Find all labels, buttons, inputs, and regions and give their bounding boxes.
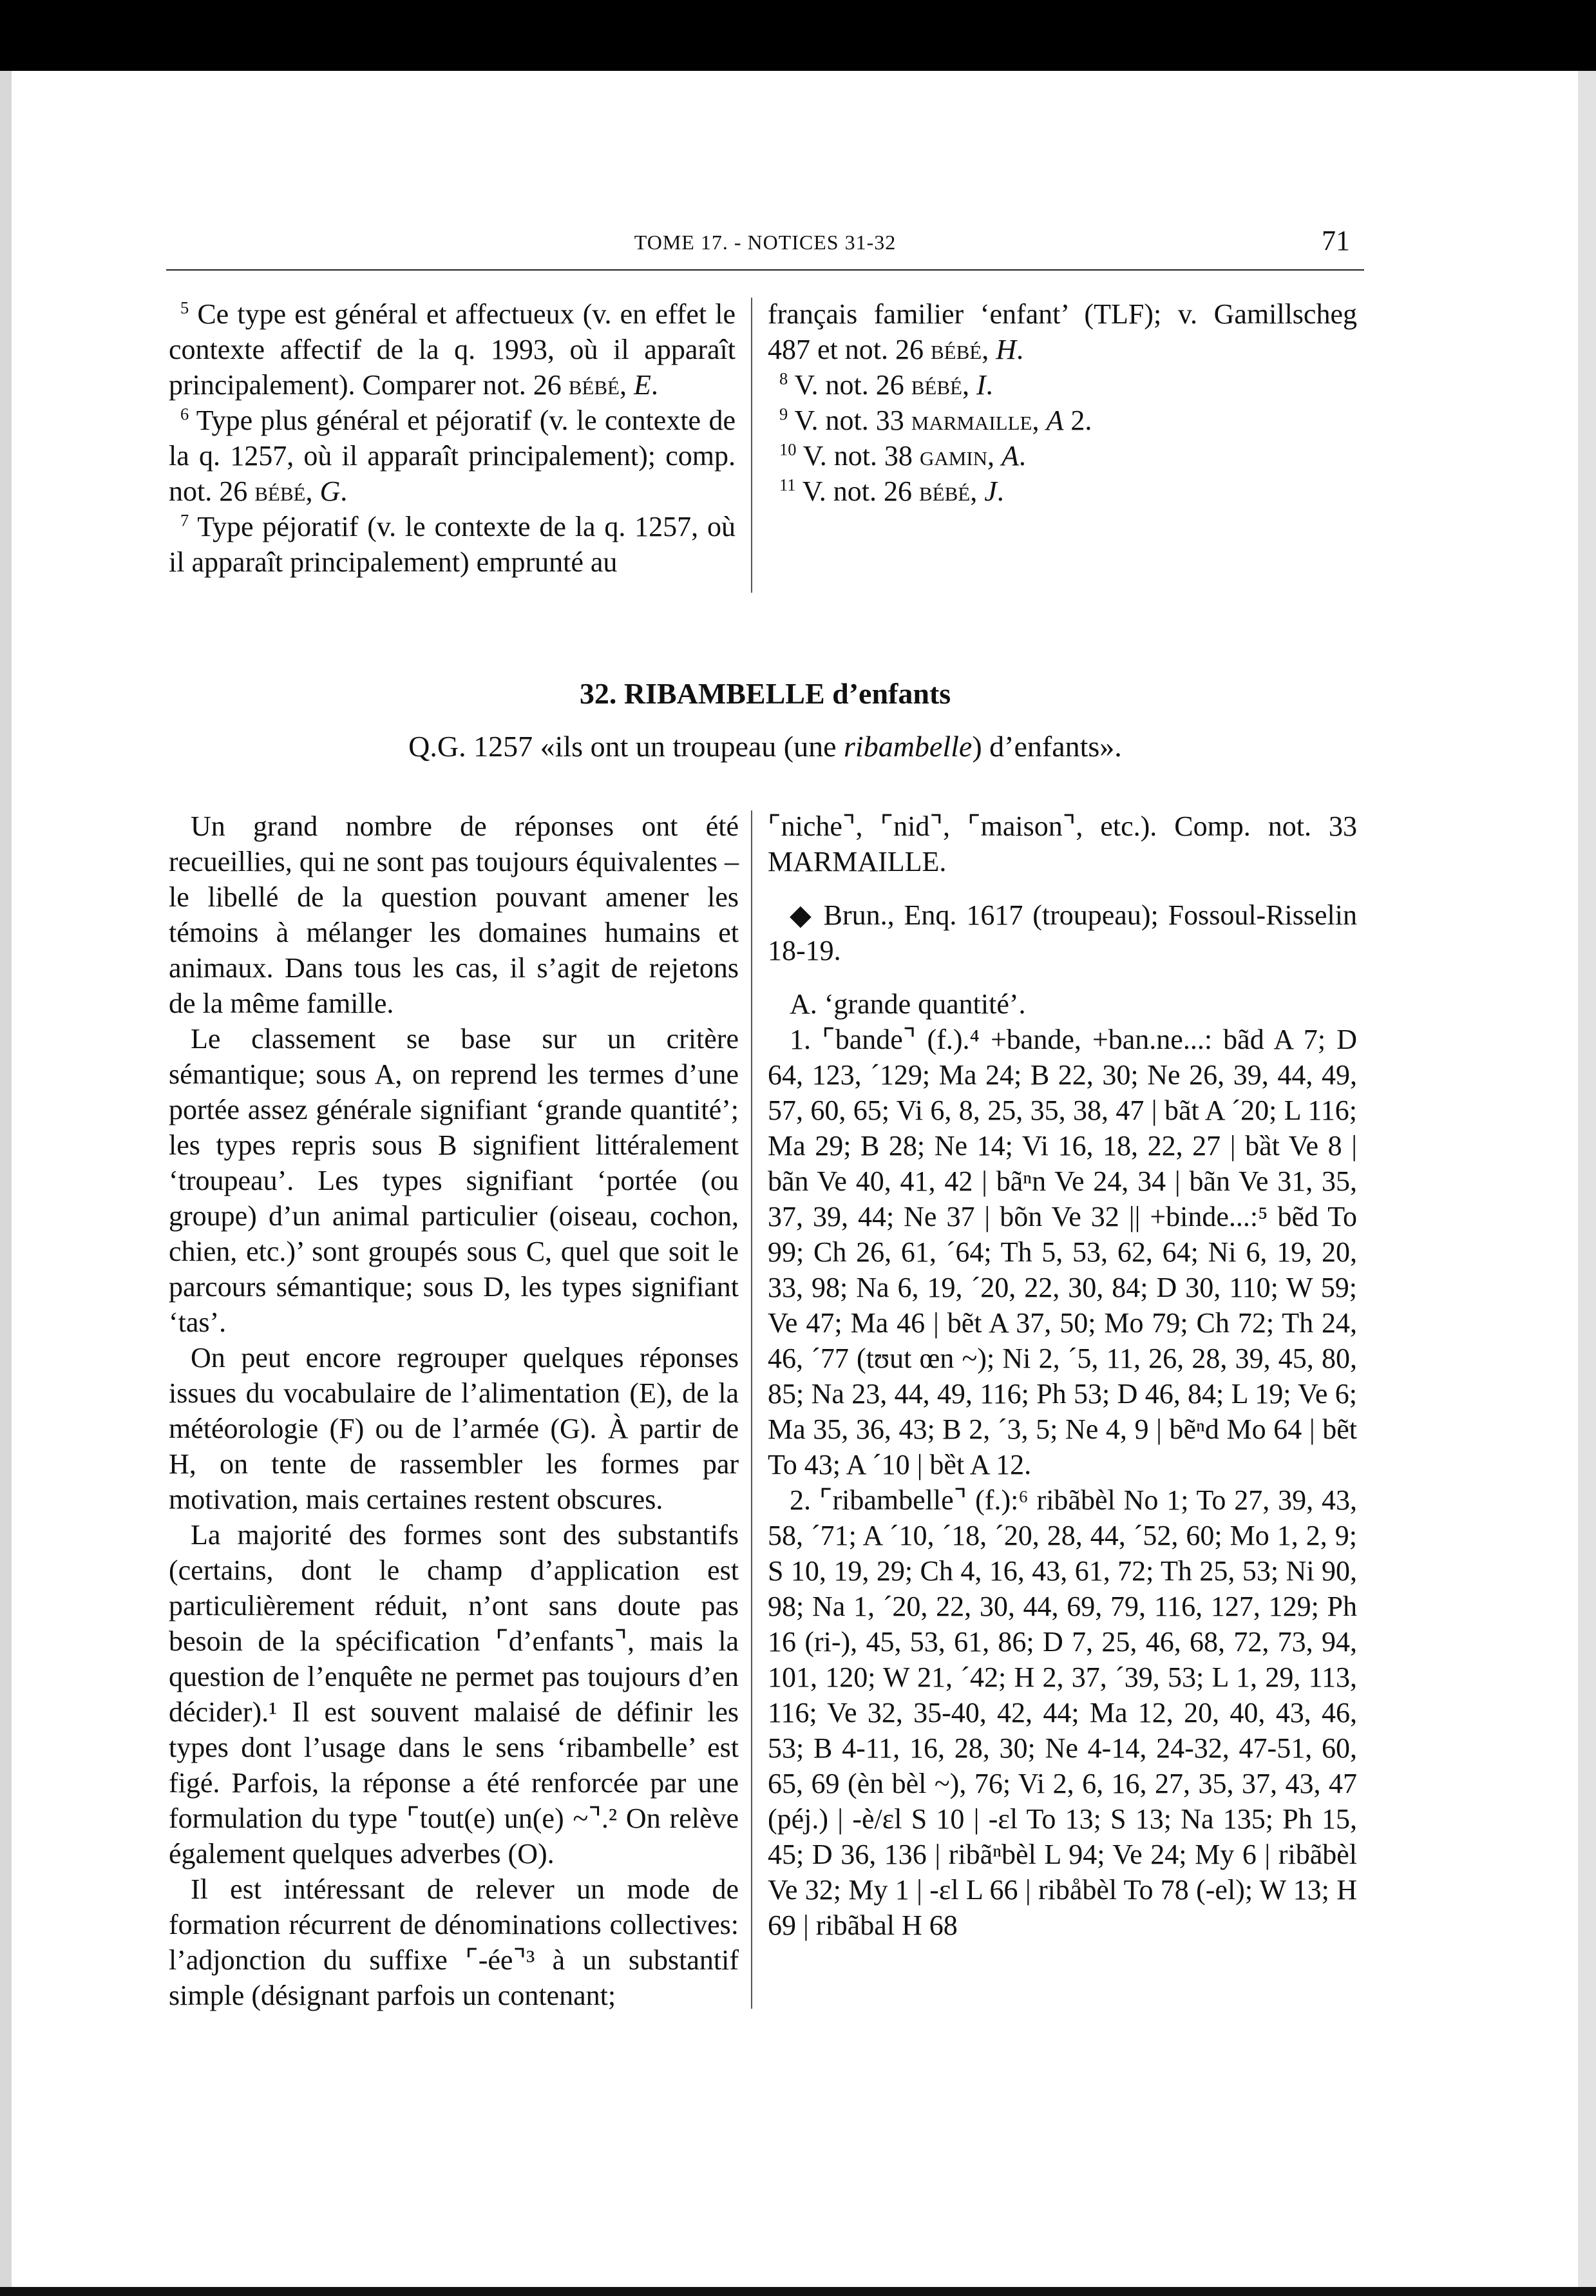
scan-top-border <box>0 0 1596 71</box>
footnote: $^6$ Type plus général et péjoratif (v. le contexte de la q. 1257, où il apparaît principalement); comp. not. 26 bébé, G. <box>169 404 736 507</box>
footnotes-right <box>768 296 1357 509</box>
paragraph: Un grand nombre de réponses ont été recueillies, qui ne sont pas toujours équivalentes – le libellé de la question pouvant amener les témoins à mélanger les domaines humains et animaux. Dans tous les cas, il s’agit de rejetons de la même famille. <box>169 810 739 1019</box>
running-title: TOME 17. - NOTICES 31-32 <box>634 231 897 254</box>
scan-right-edge <box>1578 71 1596 2296</box>
footnote: $^8$ V. not. 26 bébé, I. <box>779 368 993 401</box>
footnote: $^5$ Ce type est général et affectueux (v. en effet le contexte affectif de la q. 1993, où il apparaît principalement). Comparer not. 26 bébé, E. <box>169 298 736 401</box>
entry: 1. ⌜bande⌝ (f.).⁴ +bande, +ban.ne...: bãd A 7; D 64, 123, ´129; Ma 24; B 22, 30; Ne 26, 39, 44, 49, 57, 60, 65; Vi 6, 8, 25, 35, 38, 47 | bãt A ´20; L 116; Ma 29; B 28; Ne 14; Vi 16, 18, 22, 27 | bȁt Ve 8 | bãn Ve 40, 41, 42 | bãⁿn Ve 24, 34 | bãn Ve 31, 35, 37, 39, 44; Ne 37 | bõn Ve 32 || +binde...:⁵ bẽd To 99; Ch 26, 61, ´64; Th 5, 53, 62, 64; Ni 6, 19, 20, 33, 98; Na 6, 19, ´20, 22, 30, 84; D 30, 110; W 59; Ve 47; Ma 46 | bẽt A 37, 50; Mo 79; Ch 72; Th 24, 46, ´77 (tʊut œn ~); Ni 2, ´5, 11, 26, 28, 39, 45, 80, 85; Na 23, 44, 49, 116; Ph 53; D 46, 84; L 19; Ve 6; Ma 35, 36, 43; B 2, ´3, 5; Ne 4, 9 | bẽⁿd Mo 64 | bẽt To 43; A ´10 | bȅt A 12. <box>768 1024 1357 1480</box>
section-title: 32. RIBAMBELLE d’enfants <box>579 677 951 710</box>
bibliography: ◆ Brun., Enq. 1617 (troupeau); Fossoul-Risselin 18-19. <box>768 899 1357 966</box>
section-question: Q.G. 1257 «ils ont un troupeau (une ribambelle) d’enfants». <box>408 730 1122 763</box>
paragraph: Il est intéressant de relever un mode de formation récurrent de dénominations collectives: l’adjonction du suffixe ⌜-ée⌝³ à un substantif simple (désignant parfois un contenant; <box>169 1873 739 2011</box>
scan-bottom-border <box>0 2287 1596 2296</box>
scan-left-edge <box>0 71 12 2296</box>
paragraph-continuation: ⌜niche⌝, ⌜nid⌝, ⌜maison⌝, etc.). Comp. not. 33 MARMAILLE. <box>768 810 1357 877</box>
body-left-column <box>169 808 739 2013</box>
footnote-continuation: français familier ‘enfant’ (TLF); v. Gamillscheg 487 et not. 26 bébé, H. <box>768 298 1357 365</box>
body-right-column <box>768 808 1357 1943</box>
paragraph: La majorité des formes sont des substantifs (certains, dont le champ d’application est particulièrement réduit, n’ont sans doute pas besoin de la spécification ⌜d’enfants⌝, mais la question de l’enquête ne permet pas toujours d’en décider).¹ Il est souvent malaisé de définir les types dont l’usage dans le sens ‘ribambelle’ est figé. Parfois, la réponse a été renforcée par une formulation du type ⌜tout(e) un(e) ~⌝.² On relève également quelques adverbes (O). <box>169 1519 739 1870</box>
page-header <box>166 219 1364 271</box>
entry: 2. ⌜ribambelle⌝ (f.):⁶ ribãbèl No 1; To 27, 39, 43, 58, ´71; A ´10, ´18, ´20, 28, 44, ´52, 60; Mo 1, 2, 9; S 10, 19, 29; Ch 4, 16, 43, 61, 72; Th 25, 53; Ni 90, 98; Na 1, ´20, 22, 30, 44, 69, 79, 116, 127, 129; Ph 16 (ri-), 45, 53, 61, 86; D 7, 25, 46, 68, 72, 73, 94, 101, 120; W 21, ´42; H 2, 37, ´39, 53; L 1, 29, 113, 116; Ve 32, 35-40, 42, 44; Ma 12, 20, 40, 43, 46, 53; B 4-11, 16, 28, 30; Ne 4-14, 24-32, 47-51, 60, 65, 69 (èn bèl ~), 76; Vi 2, 6, 16, 27, 35, 37, 43, 47 (péj.) | -è/ɛl S 10 | -ɛl To 13; S 13; Na 135; Ph 15, 45; D 36, 136 | ribãⁿbèl L 94; Ve 24; My 6 | ribãbèl Ve 32; My 1 | -ɛl L 66 | ribåbèl To 78 (-el); W 13; H 69 | ribãbal H 68 <box>768 1484 1357 1941</box>
footnote: $^7$ Type péjoratif (v. le contexte de la q. 1257, où il apparaît principalement) emprunté au <box>169 510 736 578</box>
page-number: 71 <box>1322 225 1350 256</box>
header-rule <box>166 269 1364 271</box>
column-divider <box>751 810 752 2009</box>
paragraph: On peut encore regrouper quelques réponses issues du vocabulaire de l’alimentation (E), de la météorologie (F) ou de l’armée (G). À partir de H, on tente de rassembler les formes par motivation, mais certaines restent obscures. <box>169 1342 739 1515</box>
footnotes-left <box>169 296 736 580</box>
footnote: $^{10}$ V. not. 38 gamin, A. <box>779 439 1026 472</box>
footnote: $^{11}$ V. not. 26 bébé, J. <box>779 475 1004 507</box>
paragraph: Le classement se base sur un critère sémantique; sous A, on reprend les termes d’une portée assez générale signifiant ‘grande quantité’; les types repris sous B signifient littéralement ‘troupeau’. Les types signifiant ‘portée (ou groupe) d’un animal particulier (oiseau, cochon, chien, etc.)’ sont groupés sous C, quel que soit le parcours sémantique; sous D, les types signifiant ‘tas’. <box>169 1023 739 1338</box>
column-divider <box>751 298 752 593</box>
subsection-heading: A. ‘grande quantité’. <box>790 988 1026 1020</box>
footnote: $^9$ V. not. 33 marmaille, A 2. <box>779 404 1092 436</box>
